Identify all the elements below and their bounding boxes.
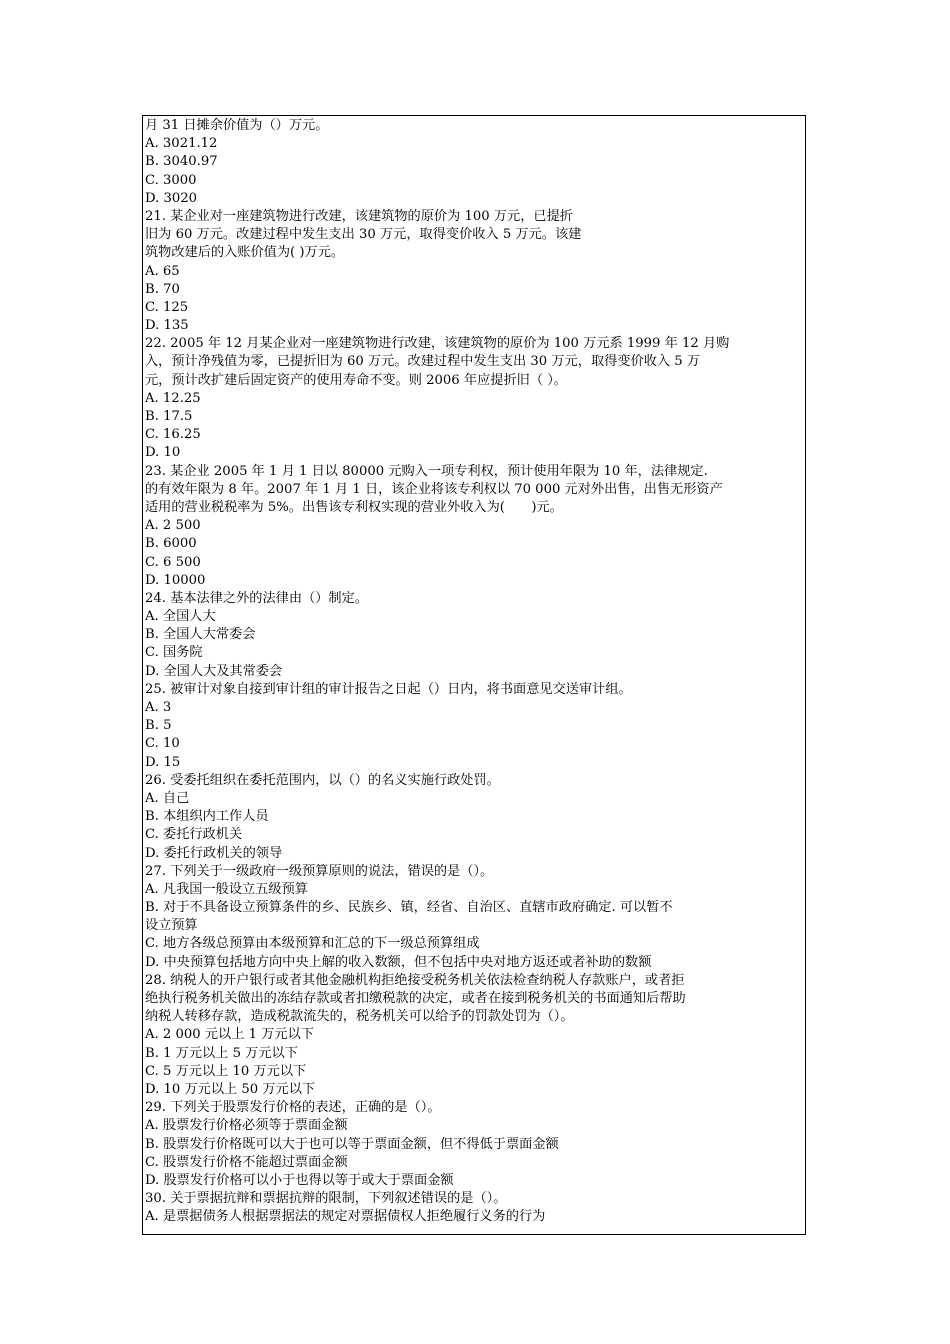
text-line: 28. 纳税人的开户银行或者其他金融机构拒绝接受税务机关依法检查纳税人存款账户，或者拒	[145, 972, 685, 988]
text-line: 26. 受委托组织在委托范围内，以（）的名义实施行政处罚。	[145, 772, 500, 788]
text-line: 设立预算	[145, 918, 198, 934]
text-line: B. 5	[145, 718, 172, 734]
text-line: 绝执行税务机关做出的冻结存款或者扣缴税款的决定，或者在接到税务机关的书面通知后帮助	[145, 991, 686, 1006]
text-line: D. 10000	[145, 572, 206, 588]
text-line: B. 本组织内工作人员	[145, 809, 269, 825]
text-line: 月 31 日摊余价值为（）万元。	[145, 118, 329, 133]
text-line: A. 全国人大	[145, 609, 216, 625]
text-line: C. 委托行政机关	[145, 827, 243, 843]
document-body	[143, 116, 805, 1226]
text-line: D. 股票发行价格可以小于也得以等于或大于票面金额	[145, 1172, 454, 1188]
text-line: B. 3040.97	[145, 154, 218, 170]
text-line: A. 凡我国一般设立五级预算	[145, 881, 308, 897]
text-line: C. 125	[145, 299, 189, 315]
text-line: A. 股票发行价格必须等于票面金额	[145, 1118, 348, 1134]
text-line: B. 对于不具备设立预算条件的乡、民族乡、镇，经省、自治区、直辖市政府确定. 可以暂不	[145, 900, 673, 916]
text-line: A. 自己	[145, 790, 190, 806]
text-line: 元，预计改扩建后固定资产的使用寿命不变。则 2006 年应提折旧（ ）。	[145, 372, 567, 388]
text-line: C. 16.25	[145, 427, 201, 443]
text-line: B. 股票发行价格既可以大于也可以等于票面金额，但不得低于票面金额	[145, 1136, 559, 1152]
text-line: A. 12.25	[145, 390, 201, 406]
text-line: 21. 某企业对一座建筑物进行改建，该建筑物的原价为 100 万元，已提折	[145, 208, 573, 224]
text-line: C. 3000	[145, 172, 197, 188]
text-line: C. 10	[145, 736, 180, 752]
text-line: D. 中央预算包括地方向中央上解的收入数额，但不包括中央对地方返还或者补助的数额	[145, 954, 652, 970]
text-line: 的有效年限为 8 年。2007 年 1 月 1 日，该企业将该专利权以 70 000 元对外出售，出售无形资产	[145, 481, 723, 497]
text-line: A. 2 000 元以上 1 万元以下	[145, 1027, 314, 1043]
text-line: 23. 某企业 2005 年 1 月 1 日以 80000 元购入一项专利权，预计使用年限为 10 年，法律规定.	[145, 463, 708, 479]
text-line: D. 15	[145, 754, 181, 770]
text-line: D. 10 万元以上 50 万元以下	[145, 1081, 316, 1097]
text-line: C. 国务院	[145, 645, 203, 661]
text-line: C. 6 500	[145, 554, 201, 570]
text-line: 27. 下列关于一级政府一级预算原则的说法，错误的是（）。	[145, 863, 494, 879]
text-line: C. 地方各级总预算由本级预算和汇总的下一级总预算组成	[145, 936, 480, 952]
text-line: D. 10	[145, 445, 181, 461]
text-line: B. 6000	[145, 536, 197, 552]
text-line: D. 135	[145, 318, 189, 334]
text-line: A. 65	[145, 263, 180, 279]
text-line: 25. 被审计对象自接到审计组的审计报告之日起（）日内，将书面意见交送审计组。	[145, 681, 632, 697]
text-line: A. 3	[145, 700, 172, 715]
text-line: D. 委托行政机关的领导	[145, 845, 283, 861]
text-line: A. 是票据债务人根据票据法的规定对票据债权人拒绝履行义务的行为	[145, 1209, 546, 1225]
text-line: 旧为 60 万元。改建过程中发生支出 30 万元，取得变价收入 5 万元。该建	[145, 227, 582, 243]
text-line: 适用的营业税税率为 5%。出售该专利权实现的营业外收入为( )元。	[145, 499, 563, 515]
text-line: 29. 下列关于股票发行价格的表述，正确的是（）。	[145, 1100, 441, 1116]
text-line: 30. 关于票据抗辩和票据抗辩的限制，下列叙述错误的是（）。	[145, 1191, 507, 1207]
text-line: B. 70	[145, 281, 180, 297]
text-line: D. 全国人大及其常委会	[145, 663, 283, 679]
text-line: 纳税人转移存款，造成税款流失的，税务机关可以给予的罚款处罚为（）。	[145, 1009, 574, 1025]
text-line: 22. 2005 年 12 月某企业对一座建筑物进行改建，该建筑物的原价为 100 万元系 1999 年 12 月购	[145, 336, 730, 352]
text-line: C. 5 万元以上 10 万元以下	[145, 1063, 307, 1079]
document-frame	[142, 115, 806, 1235]
text-line: B. 全国人大常委会	[145, 627, 256, 643]
text-line: B. 1 万元以上 5 万元以下	[145, 1045, 298, 1061]
text-line: D. 3020	[145, 190, 198, 206]
text-line: 入，预计净残值为零，已提折旧为 60 万元。改建过程中发生支出 30 万元，取得变价收入 5 万	[145, 354, 701, 370]
text-line: A. 3021.12	[145, 136, 218, 152]
text-line: B. 17.5	[145, 409, 193, 424]
text-line: 24. 基本法律之外的法律由（）制定。	[145, 590, 368, 606]
text-line: 筑物改建后的入账价值为( )万元。	[145, 245, 345, 261]
text-line: A. 2 500	[145, 518, 201, 534]
text-line: C. 股票发行价格不能超过票面金额	[145, 1154, 348, 1170]
